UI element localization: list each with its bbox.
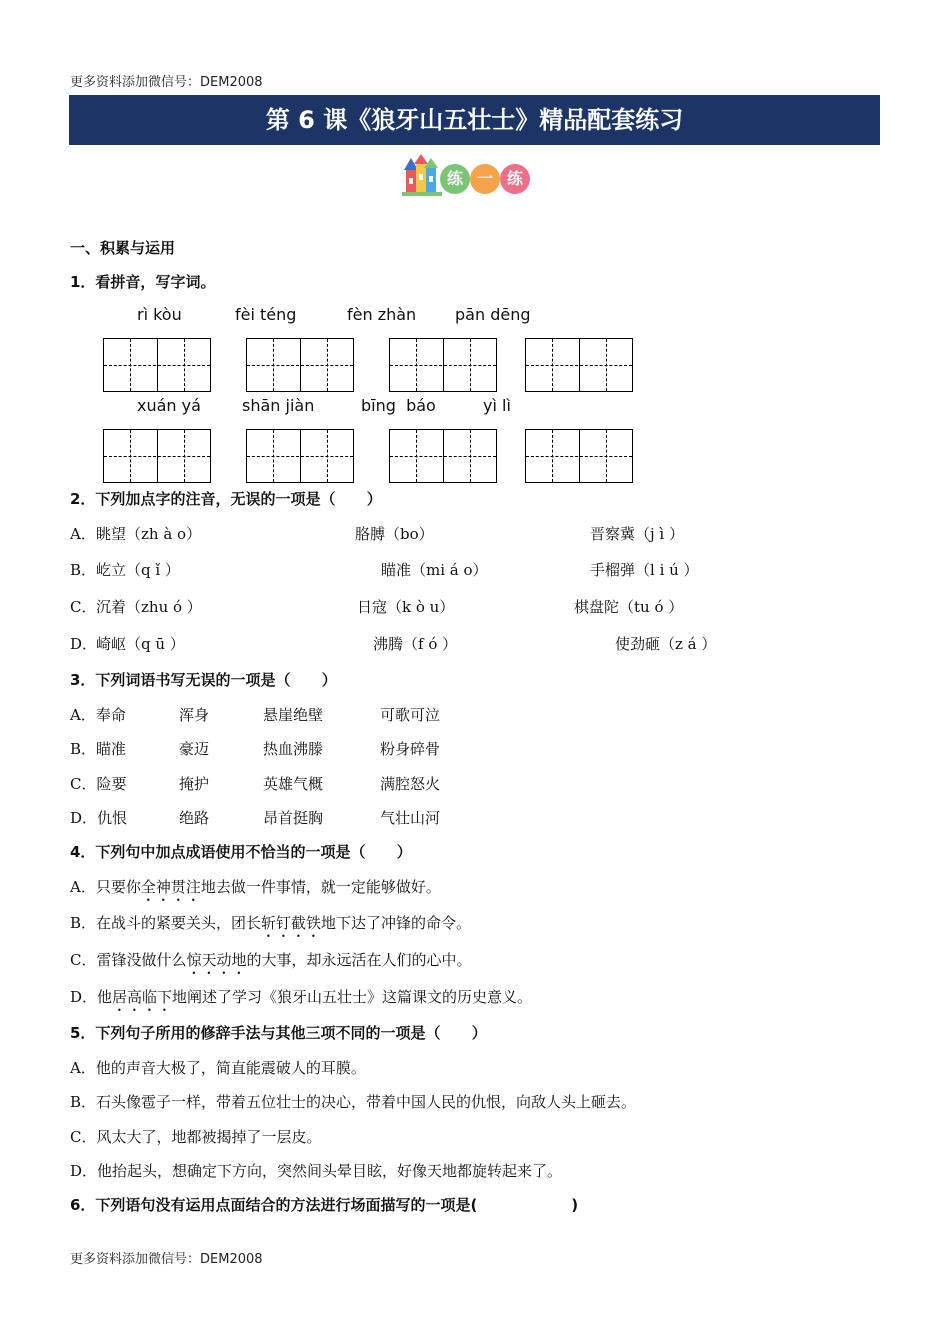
option-b-1[interactable]: 屹立（q ǐ ） bbox=[96, 561, 180, 579]
writing-grid[interactable] bbox=[246, 338, 354, 392]
q3-b-3: 热血沸滕 bbox=[263, 740, 324, 758]
q4-a-pre: A．只要你 bbox=[70, 878, 141, 896]
writing-grid[interactable] bbox=[103, 338, 211, 392]
q4-option-d[interactable] bbox=[70, 986, 532, 1015]
option-a-label: A． bbox=[70, 525, 96, 543]
footer-note: 更多资料添加微信号：DEM2008 bbox=[70, 1252, 263, 1267]
option-c-2[interactable]: 日寇（k ò u） bbox=[357, 598, 455, 616]
option-c-3[interactable]: 棋盘陀（tu ó ） bbox=[574, 598, 684, 616]
q4-d-post: 地阐述了学习《狼牙山五壮士》这篇课文的历史意义。 bbox=[172, 988, 533, 1006]
question-5-title: 5．下列句子所用的修辞手法与其他三项不同的一项是（ ） bbox=[70, 1024, 487, 1042]
q3-b-4: 粉身碎骨 bbox=[380, 740, 441, 758]
option-a-3[interactable]: 晋察冀（j ì ） bbox=[590, 525, 684, 543]
pinyin-8: yì lì bbox=[483, 396, 511, 415]
q3-b-1[interactable]: B．瞄准 bbox=[70, 740, 127, 758]
q5-option-b[interactable]: B．石头像雹子一样，带着五位壮士的决心，带着中国人民的仇恨，向敌人头上砸去。 bbox=[70, 1093, 637, 1111]
q3-a-4: 可歌可泣 bbox=[380, 706, 441, 724]
writing-grid[interactable] bbox=[389, 429, 497, 483]
q4-b-post: 地下达了冲锋的命令。 bbox=[321, 914, 472, 932]
q4-option-c[interactable] bbox=[70, 949, 472, 978]
q3-c-3: 英雄气概 bbox=[263, 775, 324, 793]
pinyin-6: shān jiàn bbox=[242, 396, 315, 415]
pinyin-3: fèn zhàn bbox=[347, 305, 417, 324]
question-2-title: 2．下列加点字的注音，无误的一项是（ ） bbox=[70, 490, 382, 508]
q4-d-idiom: 居高临下 bbox=[112, 988, 173, 1006]
q3-a-1[interactable]: A．奉命 bbox=[70, 706, 126, 724]
writing-grid[interactable] bbox=[389, 338, 497, 392]
question-3-title: 3．下列词语书写无误的一项是（ ） bbox=[70, 671, 337, 689]
option-a-2[interactable]: 胳膊（bo） bbox=[355, 525, 434, 543]
option-b-3[interactable]: 手榴弹（l i ú ） bbox=[590, 561, 699, 579]
option-b-2[interactable]: 瞄准（mi á o） bbox=[381, 561, 488, 579]
q4-d-pre: D．他 bbox=[70, 988, 113, 1006]
writing-grid[interactable] bbox=[525, 429, 633, 483]
header-note: 更多资料添加微信号：DEM2008 bbox=[70, 75, 263, 90]
q3-c-2: 掩护 bbox=[179, 775, 210, 793]
badge-circle-2: 一 bbox=[470, 164, 500, 194]
q4-b-idiom: 斩钉截铁 bbox=[261, 914, 322, 932]
q4-a-idiom: 全神贯注 bbox=[140, 878, 201, 896]
option-a-1[interactable]: 眺望（zh à o） bbox=[96, 525, 202, 543]
page-title: 第 6 课《狼牙山五壮士》精品配套练习 bbox=[69, 95, 880, 145]
option-d-label: D． bbox=[70, 635, 98, 653]
pinyin-1: rì kòu bbox=[137, 305, 182, 324]
pinyin-7: bīng báo bbox=[361, 396, 436, 415]
q3-d-2: 绝路 bbox=[179, 809, 210, 827]
badge-circle-3: 练 bbox=[500, 164, 530, 194]
q3-c-1[interactable]: C．险要 bbox=[70, 775, 127, 793]
question-4-title: 4．下列句中加点成语使用不恰当的一项是（ ） bbox=[70, 843, 412, 861]
q4-b-pre: B．在战斗的紧要关头，团长 bbox=[70, 914, 262, 932]
q3-d-1[interactable]: D．仇恨 bbox=[70, 809, 128, 827]
q4-option-b[interactable] bbox=[70, 912, 471, 941]
q3-a-2: 浑身 bbox=[179, 706, 210, 724]
writing-grid[interactable] bbox=[246, 429, 354, 483]
q5-option-c[interactable]: C．风太大了，地都被揭掉了一层皮。 bbox=[70, 1128, 322, 1146]
q3-a-3: 悬崖绝壁 bbox=[263, 706, 324, 724]
q5-option-a[interactable]: A．他的声音大极了，简直能震破人的耳膜。 bbox=[70, 1059, 366, 1077]
question-1-title: 1．看拼音，写字词。 bbox=[70, 273, 216, 291]
q5-option-d[interactable]: D．他抬起头，想确定下方向，突然间头晕目眩，好像天地都旋转起来了。 bbox=[70, 1162, 563, 1180]
section-heading: 一、积累与运用 bbox=[70, 239, 176, 257]
option-c-label: C． bbox=[70, 598, 97, 616]
q3-c-4: 满腔怒火 bbox=[380, 775, 441, 793]
pinyin-4: pān dēng bbox=[455, 305, 531, 324]
q4-a-post: 地去做一件事情，就一定能够做好。 bbox=[200, 878, 441, 896]
option-d-2[interactable]: 沸腾（f ó ） bbox=[373, 635, 458, 653]
badge-circle-1: 练 bbox=[440, 164, 470, 194]
q3-b-2: 豪迈 bbox=[179, 740, 210, 758]
option-d-1[interactable]: 崎岖（q ū ） bbox=[96, 635, 185, 653]
q4-c-idiom: 惊天动地 bbox=[186, 951, 247, 969]
q4-option-a[interactable] bbox=[70, 876, 441, 905]
writing-grid[interactable] bbox=[525, 338, 633, 392]
writing-grid[interactable] bbox=[103, 429, 211, 483]
question-6-title: 6．下列语句没有运用点面结合的方法进行场面描写的一项是( ) bbox=[70, 1196, 579, 1214]
q3-d-3: 昂首挺胸 bbox=[263, 809, 324, 827]
option-c-1[interactable]: 沉着（zhu ó ） bbox=[96, 598, 202, 616]
option-b-label: B． bbox=[70, 561, 97, 579]
option-d-3[interactable]: 使劲砸（z á ） bbox=[615, 635, 717, 653]
pinyin-5: xuán yá bbox=[137, 396, 201, 415]
practice-badge bbox=[402, 154, 532, 198]
q4-c-pre: C．雷锋没做什么 bbox=[70, 951, 187, 969]
pinyin-2: fèi téng bbox=[235, 305, 297, 324]
q3-d-4: 气壮山河 bbox=[380, 809, 441, 827]
q4-c-post: 的大事，却永远活在人们的心中。 bbox=[246, 951, 472, 969]
